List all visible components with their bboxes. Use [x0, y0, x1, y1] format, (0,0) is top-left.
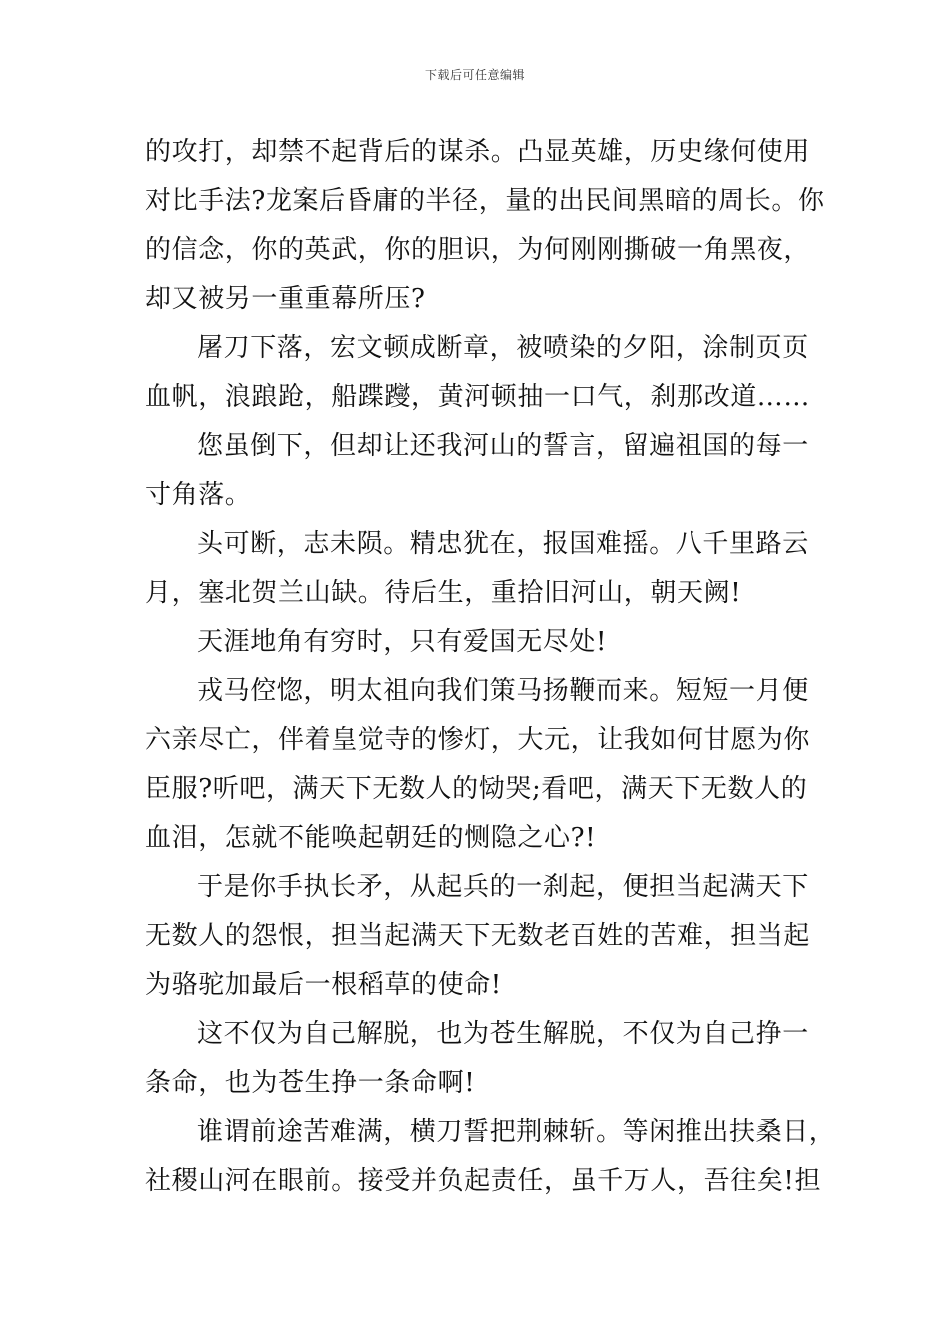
- text-line: 血帆，浪踉跄，船蹀躞，黄河顿抽一口气，刹那改道……: [145, 382, 811, 412]
- document-body: [145, 128, 835, 1206]
- text-line: 六亲尽亡，伴着皇觉寺的惨灯，大元，让我如何甘愿为你: [145, 725, 811, 755]
- text-line: 臣服?听吧，满天下无数人的恸哭;看吧，满天下无数人的: [145, 774, 808, 804]
- text-line: 您虽倒下，但却让还我河山的誓言，留遍祖国的每一: [197, 431, 809, 461]
- text-line: 的攻打，却禁不起背后的谋杀。凸显英雄，历史缘何使用: [145, 137, 811, 167]
- text-line: 屠刀下落，宏文顿成断章，被喷染的夕阳，涂制页页: [197, 333, 809, 363]
- text-line: 无数人的怨恨，担当起满天下无数老百姓的苦难，担当起: [145, 921, 811, 951]
- text-line: 天涯地角有穷时，只有爱国无尽处!: [197, 627, 608, 657]
- text-line: 却又被另一重重幕所压?: [145, 284, 426, 314]
- text-line: 寸角落。: [145, 480, 252, 510]
- text-line: 血泪，怎就不能唤起朝廷的恻隐之心?!: [145, 823, 597, 853]
- text-line: 谁谓前途苦难满，横刀誓把荆棘斩。等闲推出扶桑日，: [197, 1117, 836, 1147]
- text-line: 为骆驼加最后一根稻草的使命!: [145, 970, 502, 1000]
- text-line: 月，塞北贺兰山缺。待后生，重拾旧河山，朝天阙!: [145, 578, 742, 608]
- text-line: 条命，也为苍生挣一条命啊!: [145, 1068, 476, 1098]
- header-note: 下载后可任意编辑: [424, 68, 525, 82]
- text-line: 头可断，志未陨。精忠犹在，报国难摇。八千里路云: [197, 529, 809, 559]
- text-line: 戎马倥惚，明太祖向我们策马扬鞭而来。短短一月便: [197, 676, 809, 706]
- text-line: 于是你手执长矛，从起兵的一刹起，便担当起满天下: [197, 872, 809, 902]
- text-line: 社稷山河在眼前。接受并负起责任，虽千万人，吾往矣!担: [145, 1166, 822, 1196]
- text-line: 的信念，你的英武，你的胆识，为何刚刚撕破一角黑夜，: [145, 235, 811, 265]
- text-line: 对比手法?龙案后昏庸的半径，量的出民间黑暗的周长。你: [145, 186, 825, 216]
- text-line: 这不仅为自己解脱，也为苍生解脱，不仅为自己挣一: [197, 1019, 809, 1049]
